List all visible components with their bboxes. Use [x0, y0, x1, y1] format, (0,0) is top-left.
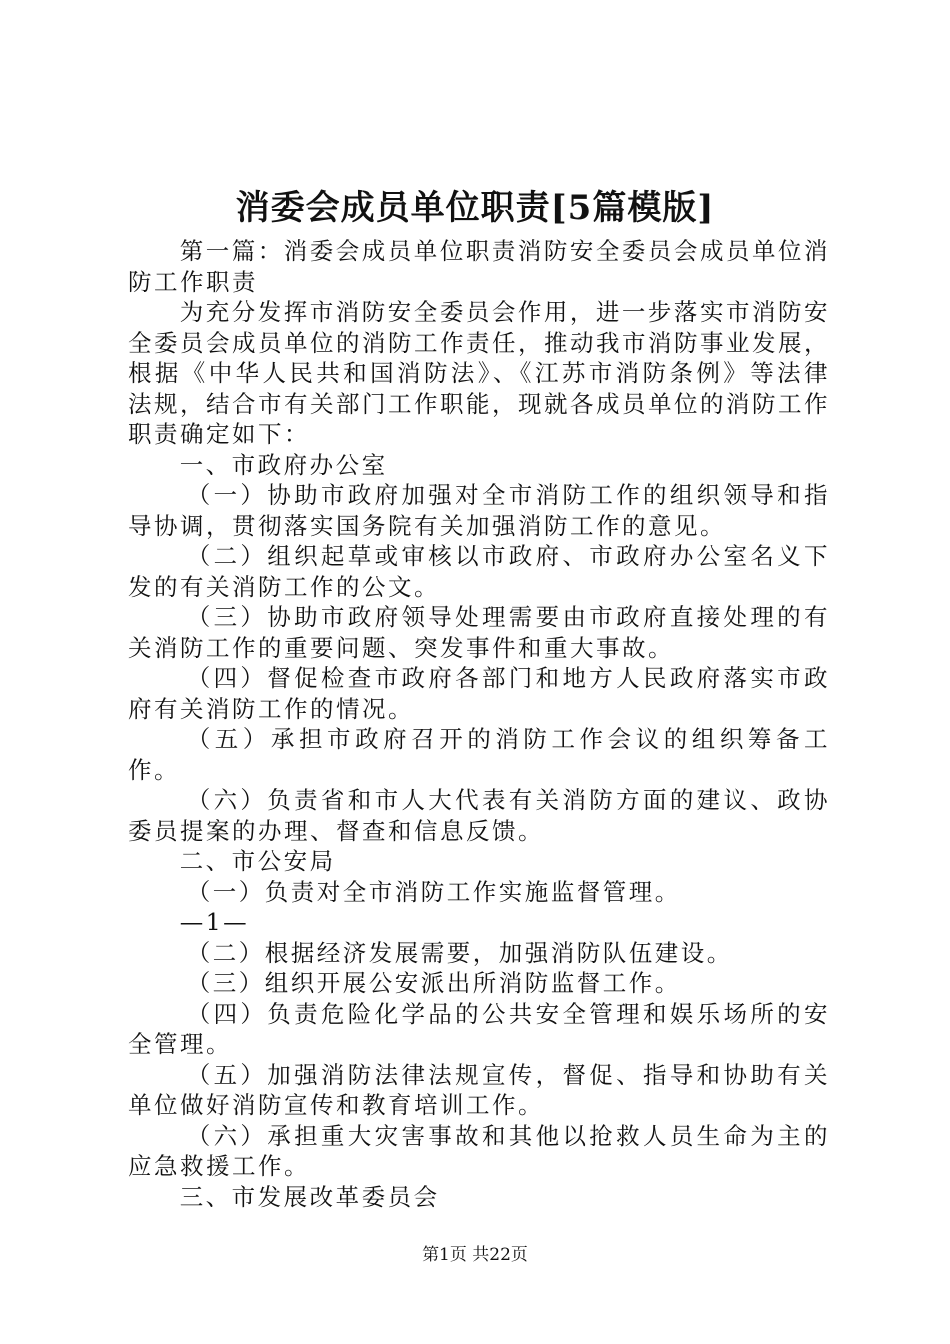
list-item: （二）根据经济发展需要，加强消防队伍建设。: [186, 938, 733, 967]
list-item: （一）协助市政府加强对全市消防工作的组织领导和指导协调，贯彻落实国务院有关加强消防工作的意见。: [128, 481, 830, 540]
list-item: （五）加强消防法律法规宣传，督促、指导和协助有关单位做好消防宣传和教育培训工作。: [128, 1060, 830, 1119]
list-item: （六）负责省和市人大代表有关消防方面的建议、政协委员提案的办理、督查和信息反馈。: [128, 786, 830, 845]
section-heading: 一、市政府办公室: [179, 450, 388, 479]
document-title: 消委会成员单位职责[5篇模版]: [235, 188, 715, 228]
list-item: （一）负责对全市消防工作实施监督管理。: [186, 877, 681, 906]
section-heading: 二、市公安局: [179, 847, 336, 875]
list-item: （三）协助市政府领导处理需要由市政府直接处理的有关消防工作的重要问题、突发事件和重大事故。: [128, 603, 830, 662]
document-body: [128, 236, 830, 1212]
chapter-heading: 第一篇：消委会成员单位职责消防安全委员会成员单位消防工作职责: [128, 237, 830, 296]
section-heading: 三、市发展改革委员会: [179, 1182, 440, 1211]
list-item: （五）承担市政府召开的消防工作会议的组织筹备工作。: [128, 725, 830, 784]
inline-page-marker: —1—: [179, 908, 250, 936]
page-footer: 第1页 共22页: [422, 1245, 528, 1265]
intro-paragraph: 为充分发挥市消防安全委员会作用，进一步落实市消防安全委员会成员单位的消防工作责任，推动我市消防事业发展，根据《中华人民共和国消防法》、《江苏市消防条例》等法律法规，结合市有关部门工作职能，现就各成员单位的消防工作职责确定如下：: [128, 298, 830, 448]
list-item: （四）负责危险化学品的公共安全管理和娱乐场所的安全管理。: [128, 999, 830, 1058]
list-item: （三）组织开展公安派出所消防监督工作。: [186, 969, 681, 997]
list-item: （四）督促检查市政府各部门和地方人民政府落实市政府有关消防工作的情况。: [128, 664, 830, 723]
list-item: （二）组织起草或审核以市政府、市政府办公室名义下发的有关消防工作的公文。: [128, 542, 830, 601]
list-item: （六）承担重大灾害事故和其他以抢救人员生命为主的应急救援工作。: [128, 1121, 830, 1180]
